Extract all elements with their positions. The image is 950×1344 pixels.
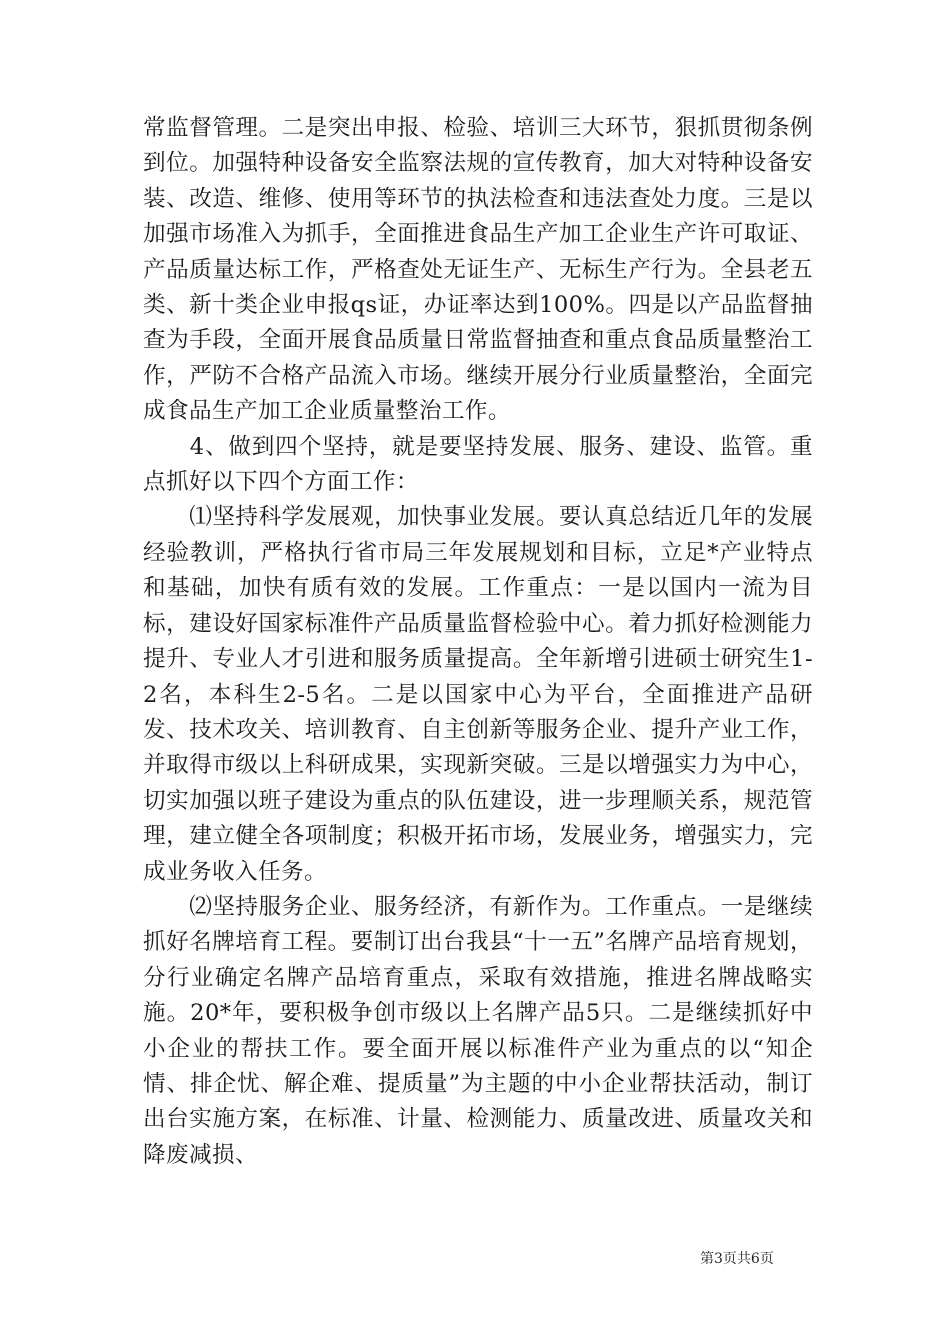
document-body xyxy=(143,111,813,1173)
paragraph-2: 4、做到四个坚持，就是要坚持发展、服务、建设、监管。重点抓好以下四个方面工作： xyxy=(143,433,813,496)
paragraph-3: ⑴坚持科学发展观，加快事业发展。要认真总结近几年的发展经验教训，严格执行省市局三年发展规划和目标，立足*产业特点和基础，加快有质有效的发展。工作重点：一是以国内一流为目标，建设好国家标准件产品质量监督检验中心。着力抓好检测能力提升、专业人才引进和服务质量提高。全年新增引进硕士研究生1-2名，本科生2-5名。二是以国家中心为平台，全面推进产品研发、技术攻关、培训教育、自主创新等服务企业、提升产业工作，并取得市级以上科研成果，实现新突破。三是以增强实力为中心，切实加强以班子建设为重点的队伍建设，进一步理顺关系，规范管理，建立健全各项制度；积极开拓市场，发展业务，增强实力，完成业务收入任务。 xyxy=(143,504,813,885)
paragraph-1: 常监督管理。二是突出申报、检验、培训三大环节，狠抓贯彻条例到位。加强特种设备安全监察法规的宣传教育，加大对特种设备安装、改造、维修、使用等环节的执法检查和违法查处力度。三是以加强市场准入为抓手，全面推进食品生产加工企业生产许可取证、产品质量达标工作，严格查处无证生产、无标生产行为。全县老五类、新十类企业申报qs证，办证率达到100%。四是以产品监督抽查为手段，全面开展食品质量日常监督抽查和重点食品质量整治工作，严防不合格产品流入市场。继续开展分行业质量整治，全面完成食品生产加工企业质量整治工作。 xyxy=(143,115,813,425)
paragraph-4: ⑵坚持服务企业、服务经济，有新作为。工作重点。一是继续抓好名牌培育工程。要制订出台我县“十一五”名牌产品培育规划，分行业确定名牌产品培育重点，采取有效措施，推进名牌战略实施。20*年，要积极争创市级以上名牌产品5只。二是继续抓好中小企业的帮扶工作。要全面开展以标准件产业为重点的以“知企情、排企忧、解企难、提质量”为主题的中小企业帮扶活动，制订出台实施方案，在标准、计量、检测能力、质量改进、质量攻关和降废减损、 xyxy=(143,893,814,1168)
page-number-footer: 第3页共6页 xyxy=(700,1251,774,1267)
